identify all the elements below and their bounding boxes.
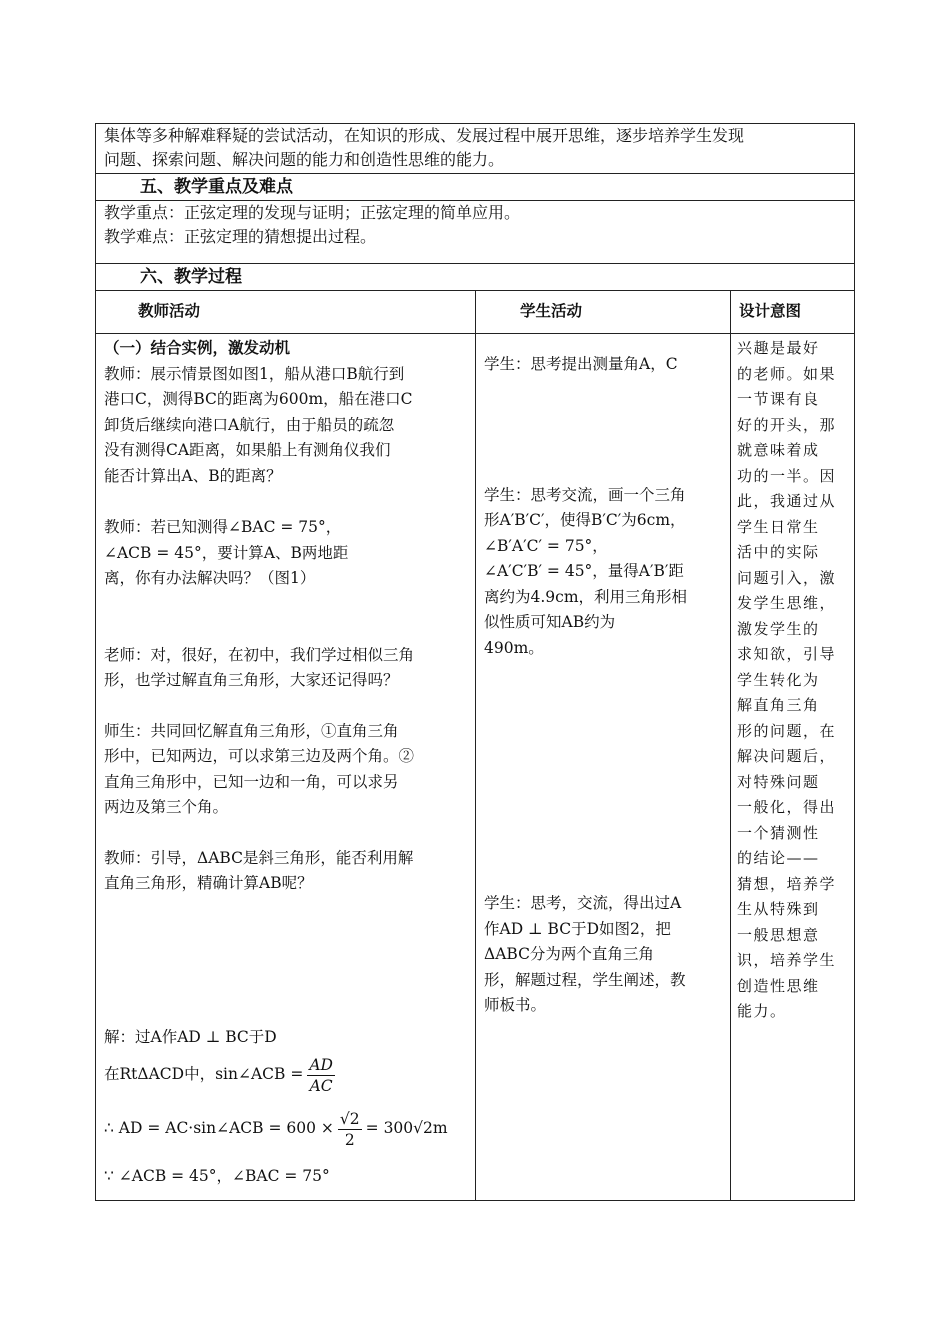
design-intent-line: 的结论—— bbox=[737, 849, 820, 867]
fraction-numerator: √2 bbox=[339, 1109, 360, 1128]
teacher-text: 两边及第三个角。 bbox=[104, 798, 229, 816]
design-intent-line: 问题引入，激 bbox=[737, 568, 837, 587]
header-teacher-activity: 教师活动 bbox=[96, 291, 476, 333]
student-text: 学生：思考，交流，得出过A bbox=[484, 894, 682, 912]
design-intent-line: 激发学生的 bbox=[737, 619, 820, 638]
student-activity-cell bbox=[476, 334, 731, 1200]
teaching-difficulty: 教学难点：正弦定理的猜想提出过程。 bbox=[104, 227, 377, 246]
design-intent-line: 好的开头，那 bbox=[737, 415, 837, 434]
solution-3-text: ∴ AD = AC·sin∠ACB = 600 × bbox=[104, 1119, 334, 1138]
fraction-numerator: AD bbox=[309, 1055, 333, 1074]
design-intent-line: 形的问题，在 bbox=[737, 721, 837, 740]
design-intent-line: 解直角三角 bbox=[737, 696, 820, 714]
teacher-text: 港口C，测得BC的距离为600m，船在港口C bbox=[104, 390, 413, 408]
student-text: 学生：思考交流，画一个三角 bbox=[484, 485, 686, 504]
design-intent-line: 生从特殊到 bbox=[737, 900, 820, 918]
teacher-text: 卸货后继续向港口A航行，由于船员的疏忽 bbox=[104, 415, 395, 434]
teacher-text: 教师：若已知测得∠BAC = 75°， bbox=[104, 518, 342, 536]
design-intent-line: 此，我通过从 bbox=[737, 492, 837, 510]
design-intent-line: 就意味着成 bbox=[737, 441, 820, 459]
intro-line-2: 问题、探索问题、解决问题的能力和创造性思维的能力。 bbox=[104, 150, 505, 169]
section-6-title-cell bbox=[95, 264, 855, 291]
design-intent-line: 一般思想意 bbox=[737, 925, 820, 944]
teacher-text: 师生：共同回忆解直角三角形，①直角三角 bbox=[104, 721, 399, 740]
teacher-text: 直角三角形中，已知一边和一角，可以求另 bbox=[104, 772, 399, 791]
design-intent-line: 对特殊问题 bbox=[737, 772, 820, 791]
design-intent-line: 识，培养学生 bbox=[737, 951, 837, 969]
fraction-denominator: 2 bbox=[344, 1130, 355, 1149]
student-text: 490m。 bbox=[484, 638, 544, 657]
design-intent-line: 学生转化为 bbox=[737, 670, 820, 689]
teacher-text: 教师：引导，ΔABC是斜三角形，能否利用解 bbox=[104, 848, 414, 867]
solution-2-text: 在RtΔACD中，sin∠ACB = bbox=[104, 1065, 304, 1084]
student-text: ∠A′C′B′ = 45°，量得A′B′距 bbox=[484, 562, 684, 580]
student-text: 学生：思考提出测量角A，C bbox=[484, 355, 678, 373]
design-intent-line: 猜想，培养学 bbox=[737, 874, 837, 893]
teacher-text: 形中，已知两边，可以求第三边及两个角。② bbox=[104, 747, 415, 765]
header-design-intent: 设计意图 bbox=[739, 302, 802, 321]
intro-cell bbox=[95, 123, 855, 174]
student-text: ∠B′A′C′ = 75°， bbox=[484, 536, 608, 555]
section-6-title: 六、教学过程 bbox=[140, 267, 242, 287]
teacher-text: 直角三角形，精确计算AB呢？ bbox=[104, 874, 313, 892]
design-intent-line: 求知欲，引导 bbox=[737, 645, 837, 663]
design-intent-line: 能力。 bbox=[737, 1002, 787, 1020]
student-text: 作AD ⊥ BC于D如图2，把 bbox=[484, 919, 671, 938]
design-intent-line: 一个猜测性 bbox=[737, 823, 820, 842]
design-intent-cell bbox=[731, 334, 854, 1200]
design-intent-line: 学生日常生 bbox=[737, 517, 820, 536]
fraction-denominator: AC bbox=[309, 1076, 333, 1095]
section-5-content-cell bbox=[95, 201, 855, 264]
teacher-text: ∠ACB = 45°，要计算A、B两地距 bbox=[104, 543, 349, 562]
design-intent-line: 一般化，得出 bbox=[737, 798, 837, 816]
design-intent-line: 发学生思维， bbox=[737, 594, 837, 612]
header-student-activity: 学生活动 bbox=[476, 291, 731, 333]
student-text: 形，解题过程，学生阐述，教 bbox=[484, 970, 686, 989]
student-text: ΔABC分为两个直角三角 bbox=[484, 945, 654, 963]
teaching-focus: 教学重点：正弦定理的发现与证明；正弦定理的简单应用。 bbox=[104, 203, 521, 222]
design-intent-line: 兴趣是最好 bbox=[737, 339, 820, 357]
fraction bbox=[338, 1109, 362, 1150]
student-text: 离约为4.9cm，利用三角形相 bbox=[484, 587, 688, 606]
teacher-text: 老师：对，很好，在初中，我们学过相似三角 bbox=[104, 645, 415, 664]
process-table-body bbox=[95, 334, 855, 1201]
design-intent-line: 功的一半。因 bbox=[737, 466, 837, 485]
teacher-activity-cell bbox=[96, 334, 476, 1200]
section-5-title: 五、教学重点及难点 bbox=[140, 177, 293, 197]
fraction bbox=[307, 1055, 335, 1096]
design-intent-line: 的老师。如果 bbox=[737, 364, 837, 383]
solution-line-1: 解：过A作AD ⊥ BC于D bbox=[104, 1027, 277, 1046]
design-intent-line: 活中的实际 bbox=[737, 543, 820, 561]
student-text: 师板书。 bbox=[484, 996, 547, 1014]
teacher-text: 教师：展示情景图如图1，船从港口B航行到 bbox=[104, 364, 405, 383]
teacher-text: 离，你有办法解决吗？（图1） bbox=[104, 569, 316, 587]
section-5-title-cell bbox=[95, 174, 855, 201]
process-table-header bbox=[95, 291, 855, 334]
student-text: 形A′B′C′，使得B′C′为6cm， bbox=[484, 511, 686, 529]
solution-3-result: = 300√2m bbox=[365, 1119, 448, 1138]
design-intent-line: 创造性思维 bbox=[737, 976, 820, 995]
solution-line-3 bbox=[104, 1100, 467, 1158]
design-intent-line: 解决问题后， bbox=[737, 747, 837, 765]
solution-line-4: ∵ ∠ACB = 45°，∠BAC = 75° bbox=[104, 1167, 330, 1185]
teacher-text: 能否计算出A、B的距离？ bbox=[104, 466, 282, 485]
document-page bbox=[95, 123, 855, 1201]
design-intent-line: 一节课有良 bbox=[737, 390, 820, 408]
intro-line-1: 集体等多种解难释疑的尝试活动，在知识的形成、发展过程中展开思维，逐步培养学生发现 bbox=[104, 126, 745, 145]
solution-line-2 bbox=[104, 1050, 467, 1100]
student-text: 似性质可知AB约为 bbox=[484, 613, 616, 631]
teacher-heading: （一）结合实例，激发动机 bbox=[104, 339, 291, 357]
teacher-text: 没有测得CA距离，如果船上有测角仪我们 bbox=[104, 441, 391, 459]
teacher-text: 形，也学过解直角三角形，大家还记得吗？ bbox=[104, 671, 399, 689]
design-intent-text bbox=[737, 336, 848, 1025]
